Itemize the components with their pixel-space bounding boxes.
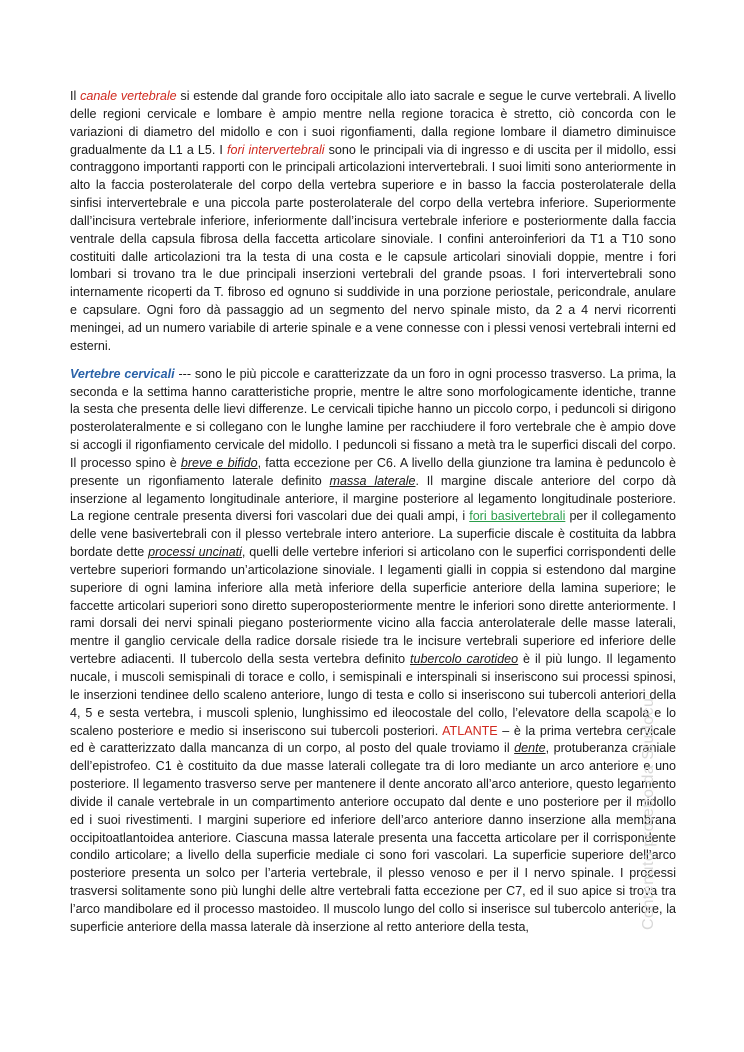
text-run: . Il margine discale anteriore del corpo dà inserzione al legamento longitudinale anteriore, il margine posteriore al legamento longitudinale posteriore. La regione centrale presenta diversi fori vascolari due dei quali ampi, i: [70, 473, 676, 524]
document-page: [70, 88, 676, 937]
term-tubercolo-carotideo: tubercolo carotideo: [409, 652, 519, 667]
text-run: per il collegamento delle vene basivertebrali con il plesso vertebrale intero anteriore. La superficie discale è costituita da labbra bordate dette: [70, 509, 676, 560]
watermark: Contenuto protetto da Studocu: [640, 697, 657, 930]
heading-vertebre-cervicali: Vertebre cervicali: [70, 366, 175, 381]
term-massa-laterale: massa laterale: [329, 473, 416, 488]
term-dente: dente: [514, 741, 546, 756]
term-atlante: ATLANTE: [442, 723, 498, 738]
term-processi-uncinati: processi uncinati: [148, 545, 242, 560]
paragraph-vertebre-cervicali: [70, 366, 676, 937]
text-run: è il più lungo. Il legamento nucale, i muscoli semispinali di torace e collo, i semispinali e interspinali si inseriscono sui processi spinosi, le inserzioni tendinee dello scaleno anteriore, lungo di testa e collo si inseriscono sui tubercoli anteriori della 4, 5 e sesta vertebra, i muscoli splenio, lunghissimo ed ileocostale del collo, l’elevatore della scapola e lo scaleno posteriore e medio si inseriscono sui tubercoli posteriori.: [70, 652, 677, 738]
text-run: , protuberanza craniale dell’epistrofeo. C1 è costituito da due masse laterali collegate tra di loro mediante un arco anteriore e uno posteriore. Il legamento trasverso serve per mantenere il dente ancorato all’arco anteriore, questo legamento divide il canale vertebrale in un compartimento anteriore occupato dal dente e uno posteriore per il midollo ed i suoi rivestimenti. I margini superiore ed inferiore dell’arco anteriore danno inserzione alla membrana occipitoatlantoidea anteriore. Ciascuna massa laterale presenta una faccetta articolare per il corrispondente condilo articolare; a livello della superficie mediale ci sono fori vascolari. La superficie superiore dell’arco posteriore presenta un solco per l’arteria vertebrale, il plesso venoso e per il I nervo spinale. I processi trasversi solitamente sono più lunghi delle altre vertebrali fatta eccezione per C7, ed il suo apice si trova tra l’arco mandibolare ed il processo mastoideo. Il muscolo lungo del collo si inserisce sul tubercolo anteriore, la superficie anteriore della massa laterale dà inserzione al retto anteriore della testa,: [70, 741, 676, 934]
text-run: , fatta eccezione per C6. A livello della giunzione tra lamina è peduncolo è presente un rigonfiamento laterale definito: [70, 455, 676, 488]
text-run: , quelli delle vertebre inferiori si articolano con le superfici corrispondenti delle vertebre superiori formando un’articolazione sinoviale. I legamenti gialli in coppia si estendono dal margine superiore di ogni lamina inferiore alla metà inferiore della superficie anteriore della lamina superiore; le faccette articolari superiori sono diretto superoposteriormente mentre le inferiori sono dirette anteriormente. I rami dorsali dei nervi spinali piegano posteriormente vicino alla faccia anterolaterale delle masse laterali, mentre il ganglio cervicale della radice dorsale risiede tra le incisure vertebrali superiore ed inferiore delle vertebre adiacenti. Il tubercolo della sesta vertebra definito: [70, 545, 676, 667]
text-run: Il: [70, 89, 81, 103]
text-run: si estende dal grande foro occipitale allo iato sacrale e segue le curve vertebrali. A livello delle regioni cervicale e lombare è ampio mentre nella regione toracica è stretto, ciò concorda con le variazioni di diametro del midollo e con i suoi rigonfiamenti, dalla regione lombare il diametro diminuisce gradualmente da L1 a L5. I: [70, 89, 676, 157]
term-fori-intervertebrali: fori intervertebrali: [227, 142, 325, 157]
paragraph-canale-vertebrale: [70, 88, 676, 356]
text-run: – è la prima vertebra cervicale ed è caratterizzato dalla mancanza di un corpo, al posto del quale troviamo il: [70, 723, 676, 756]
term-breve-bifido: breve e bifido: [180, 455, 258, 470]
term-fori-basivertebrali: fori basivertebrali: [469, 509, 566, 524]
text-run: --- sono le più piccole e caratterizzate da un foro in ogni processo trasverso. La prima, la seconda e la settima hanno caratteristiche proprie, mentre le altre sono morfologicamente identiche, tranne la sesta che presenta delle lievi differenze. Le cervicali tipiche hanno un piccolo corpo, i peduncoli si dirigono posterolateralmente e si collegano con le lunghe lamine per racchiudere il foro vertebrale che è ampio dove si accogli il rigonfiamento cervicale del midollo. I peduncoli si fissano a metà tra le superfici discali del corpo. Il processo spino è: [70, 366, 676, 470]
text-run: sono le principali via di ingresso e di uscita per il midollo, essi contraggono importanti rapporti con le principali articolazioni intervertebrali. I suoi limiti sono anteriormente in alto la faccia posterolaterale del corpo della vertebra superiore e in basso la faccia posterolaterale della sinfisi intervertebrale e una piccola parte posterolaterale del corpo della vertebra inferiore. Superiormente dall’incisura vertebrale inferiore, inferiormente dall’incisura vertebrale inferiore e posteriormente dalla faccia ventrale della capsula fibrosa della faccetta articolare sinoviale. I confini anteroinferiori da T1 a T10 sono costituiti dalle articolazioni tra la testa di una costa e le capsule articolari sinoviali doppie, mentre i fori lombari si trovano tra le due principali inserzioni vertebrali del grande psoas. I fori intervertebrali sono internamente ricoperti da T. fibroso ed ognuno si suddivide in una porzione periostale, pericondrale, anulare e capsulare. Ogni foro dà passaggio ad un segmento del nervo spinale misto, da 2 a 4 nervi ricorrenti meningei, ad un numero variabile di arterie spinale e a vene connesse con i plessi venosi vertebrali interni ed esterni.: [70, 142, 676, 353]
term-canale-vertebrale: canale vertebrale: [80, 89, 177, 103]
